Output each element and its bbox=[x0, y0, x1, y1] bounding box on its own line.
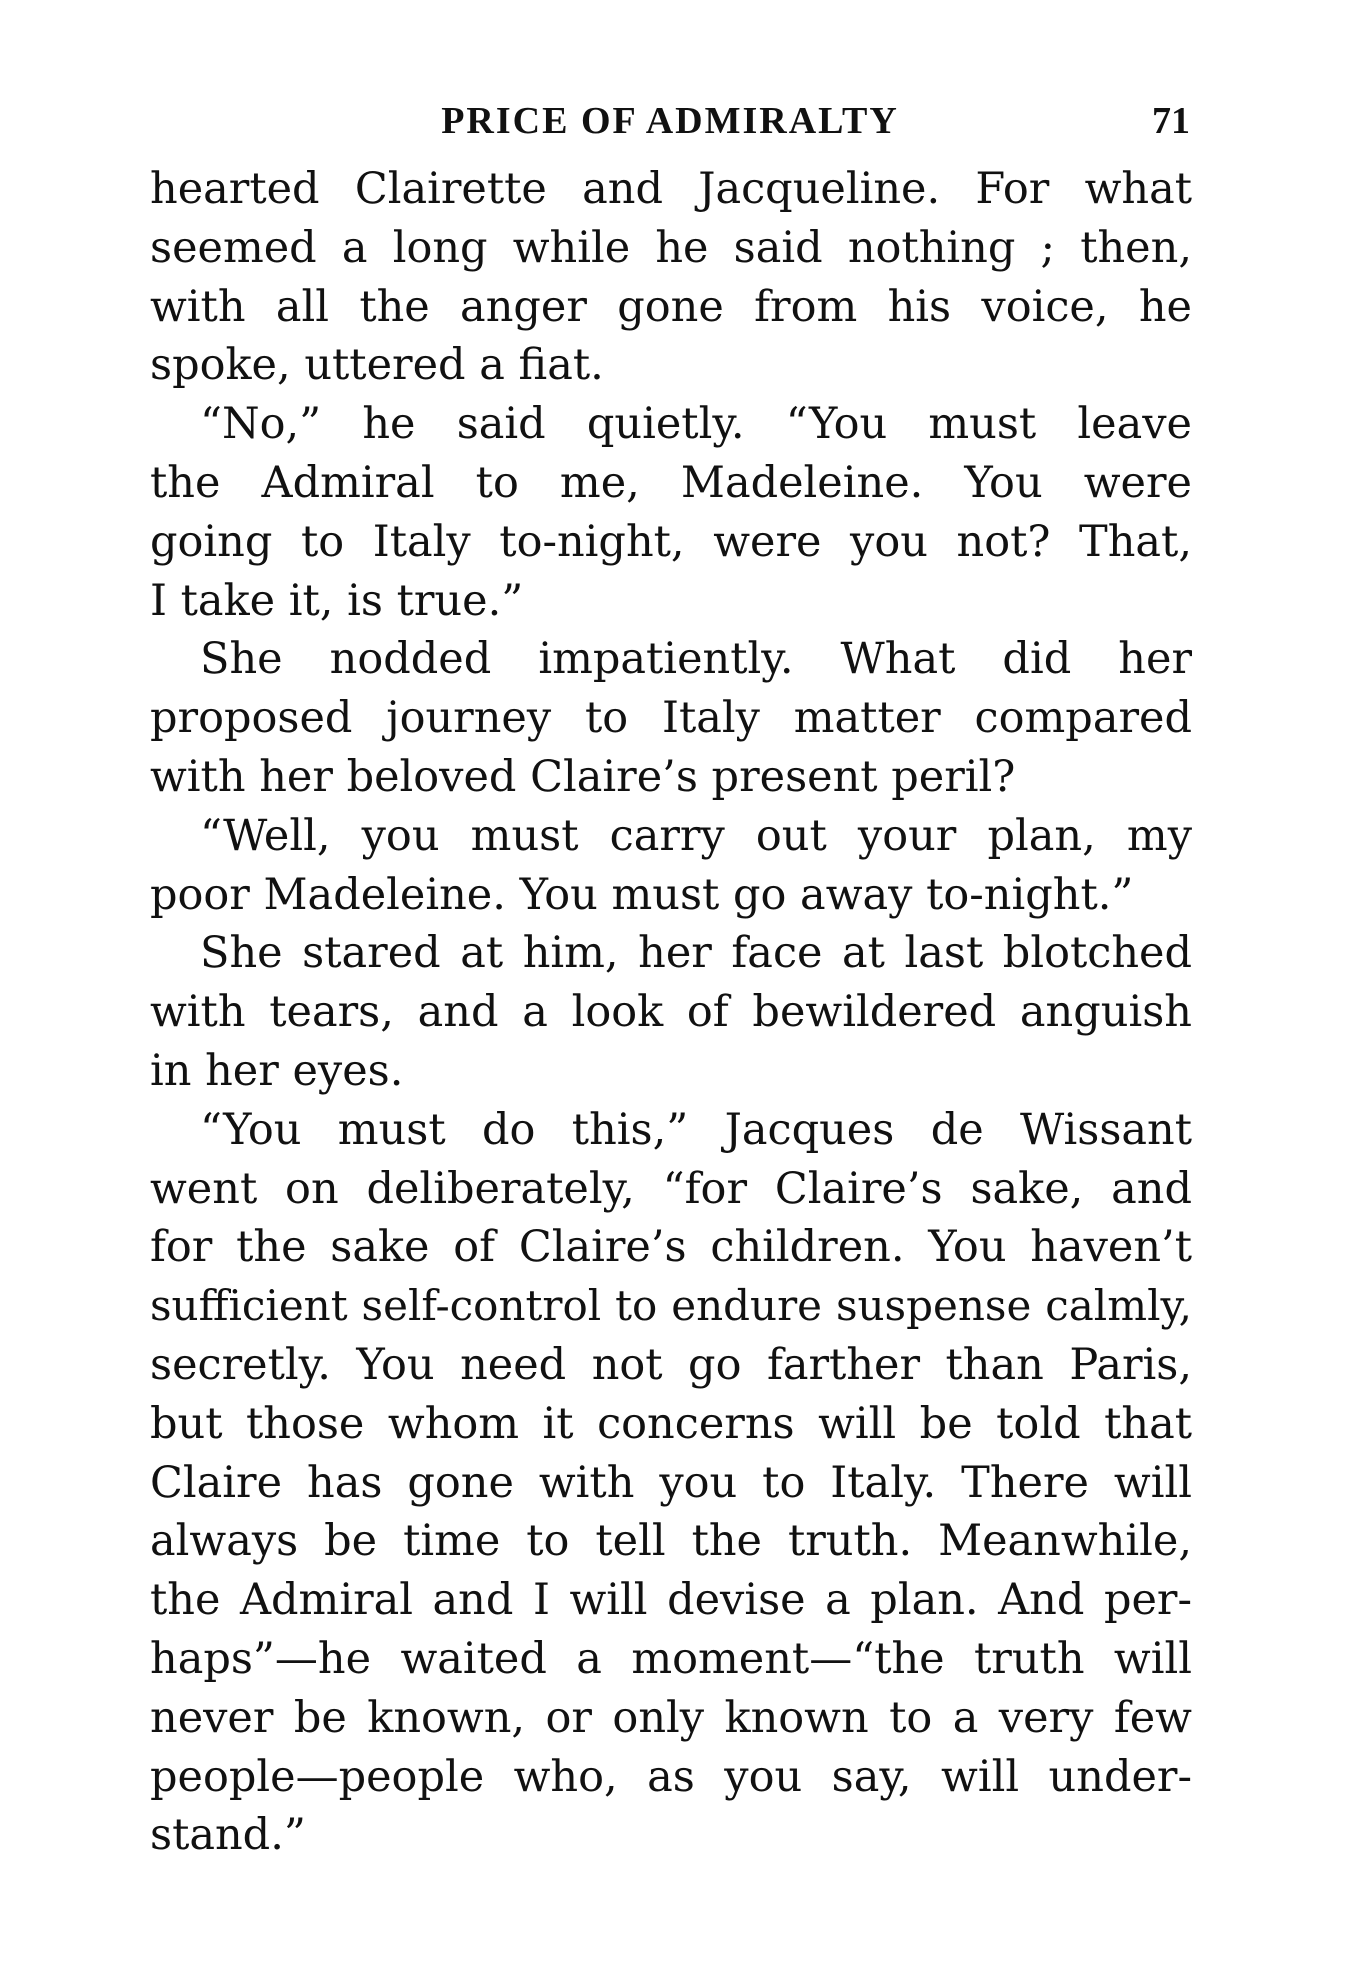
text-line: never be known, or only known to a very few bbox=[150, 1692, 1192, 1743]
text-line: for the sake of Claire’s children. You haven’t bbox=[150, 1222, 1192, 1273]
text-line: “You must do this,” Jacques de Wissant bbox=[200, 1104, 1192, 1155]
text-line: went on deliberately, “for Claire’s sake, and bbox=[150, 1163, 1192, 1214]
page-header bbox=[150, 96, 1190, 146]
text-line: “No,” he said quietly. “You must leave bbox=[200, 399, 1192, 450]
text-line: She stared at him, her face at last blotched bbox=[200, 928, 1192, 979]
text-line: sufficient self-control to endure suspense calmly, bbox=[150, 1281, 1192, 1331]
text-line: haps”—he waited a moment—“the truth will bbox=[150, 1633, 1192, 1684]
text-line: seemed a long while he said nothing ; then, bbox=[150, 222, 1192, 273]
text-line: spoke, uttered a fiat. bbox=[150, 340, 604, 391]
text-line: in her eyes. bbox=[150, 1045, 404, 1096]
text-line: the Admiral to me, Madeleine. You were bbox=[150, 457, 1192, 508]
text-line: hearted Clairette and Jacqueline. For what bbox=[150, 164, 1192, 214]
running-title: PRICE OF ADMIRALTY bbox=[441, 100, 899, 142]
text-line: with her beloved Claire’s present peril? bbox=[150, 751, 1016, 802]
text-line: with all the anger gone from his voice, he bbox=[150, 281, 1192, 332]
text-line: people—people who, as you say, will under- bbox=[150, 1751, 1192, 1802]
text-line: poor Madeleine. You must go away to-night.” bbox=[150, 869, 1134, 920]
text-line: going to Italy to-night, were you not? That, bbox=[150, 516, 1192, 567]
text-line: “Well, you must carry out your plan, my bbox=[200, 810, 1192, 861]
text-line: She nodded impatiently. What did her bbox=[200, 634, 1192, 685]
text-line: always be time to tell the truth. Meanwhile, bbox=[150, 1516, 1192, 1567]
text-line: secretly. You need not go farther than Paris, bbox=[150, 1339, 1192, 1390]
text-line: proposed journey to Italy matter compared bbox=[150, 693, 1192, 744]
body-text bbox=[150, 160, 1192, 1865]
text-line: with tears, and a look of bewildered anguish bbox=[150, 987, 1192, 1038]
text-line: I take it, is true.” bbox=[150, 575, 524, 626]
text-line: but those whom it concerns will be told that bbox=[150, 1398, 1192, 1449]
page-number: 71 bbox=[1152, 100, 1190, 142]
text-line: the Admiral and I will devise a plan. And per- bbox=[150, 1575, 1192, 1626]
text-line: Claire has gone with you to Italy. There will bbox=[150, 1457, 1192, 1508]
text-line: stand.” bbox=[150, 1810, 306, 1861]
